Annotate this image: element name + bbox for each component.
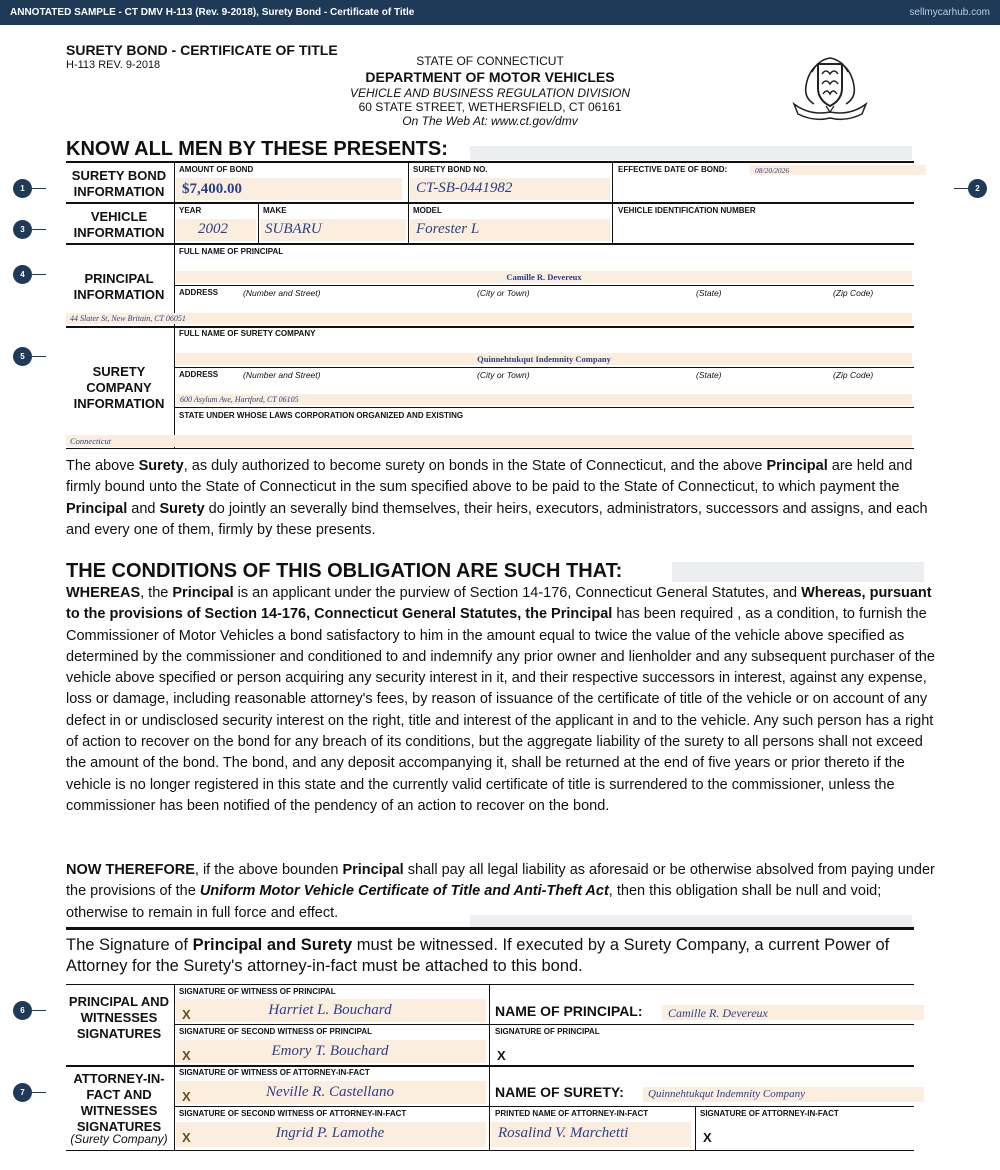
agency-address: 60 STATE STREET, WETHERSFIELD, CT 06161 bbox=[358, 100, 622, 114]
divider bbox=[66, 984, 914, 985]
annotation-marker-1[interactable]: 1 bbox=[13, 179, 32, 198]
label-address: ADDRESS bbox=[179, 370, 219, 379]
marker-connector bbox=[32, 1092, 46, 1093]
principal-name-value: Camille R. Devereux bbox=[506, 272, 582, 282]
label-surety-name: FULL NAME OF SURETY COMPANY bbox=[179, 329, 316, 338]
marker-connector bbox=[32, 229, 46, 230]
attorney-subtitle: (Surety Company) bbox=[70, 1132, 168, 1146]
label-zip: (Zip Code) bbox=[833, 370, 874, 380]
divider bbox=[66, 1150, 914, 1151]
surety-address-value: 600 Asylum Ave, Hartford, CT 06105 bbox=[180, 395, 299, 404]
divider bbox=[66, 202, 914, 204]
x-mark: X bbox=[497, 1048, 506, 1063]
divider bbox=[174, 1106, 914, 1107]
marker-connector bbox=[32, 188, 46, 189]
x-mark: X bbox=[182, 1089, 191, 1104]
label-zip: (Zip Code) bbox=[833, 288, 874, 298]
marker-connector bbox=[954, 188, 968, 189]
label-witness-principal: SIGNATURE OF WITNESS OF PRINCIPAL bbox=[179, 987, 336, 996]
ct-state-seal-icon bbox=[790, 54, 870, 122]
label-witness-attorney: SIGNATURE OF WITNESS OF ATTORNEY-IN-FACT bbox=[179, 1068, 370, 1077]
year-value: 2002 bbox=[198, 221, 228, 237]
annotation-marker-3[interactable]: 3 bbox=[13, 220, 32, 239]
x-mark: X bbox=[182, 1130, 191, 1145]
heading-presents: KNOW ALL MEN BY THESE PRESENTS: bbox=[66, 138, 448, 160]
table-vline bbox=[695, 1106, 696, 1150]
x-mark: X bbox=[182, 1007, 191, 1022]
principal-address-value: 44 Slater St, New Britain, CT 06051 bbox=[70, 314, 186, 323]
annotation-marker-2[interactable]: 2 bbox=[968, 179, 987, 198]
label-principal-name: FULL NAME OF PRINCIPAL bbox=[179, 247, 284, 256]
label-sig-attorney: SIGNATURE OF ATTORNEY-IN-FACT bbox=[700, 1109, 839, 1118]
table-vline bbox=[489, 984, 490, 1150]
label-second-witness-principal: SIGNATURE OF SECOND WITNESS OF PRINCIPAL bbox=[179, 1027, 373, 1036]
make-value: SUBARU bbox=[265, 221, 322, 237]
witness-note: The Signature of Principal and Surety must be witnessed. If executed by a Surety Company, a current Power of Attorney for the Surety's attorney-in-fact must be attached to this bond. bbox=[66, 936, 890, 975]
witness-attorney-signature: Neville R. Castellano bbox=[266, 1084, 394, 1100]
divider bbox=[66, 448, 914, 449]
marker-connector bbox=[32, 274, 46, 275]
label-printed-attorney: PRINTED NAME OF ATTORNEY-IN-FACT bbox=[495, 1109, 649, 1118]
label-street: (Number and Street) bbox=[243, 288, 321, 298]
surety-name-value: Quinnehtukqut Indemnity Company bbox=[477, 354, 611, 364]
divider bbox=[66, 243, 914, 245]
annotation-marker-6[interactable]: 6 bbox=[13, 1001, 32, 1020]
signature-attorney-field[interactable] bbox=[697, 1122, 912, 1147]
name-principal-value: Camille R. Devereux bbox=[668, 1006, 768, 1020]
marker-connector bbox=[32, 1010, 46, 1011]
agency-division: VEHICLE AND BUSINESS REGULATION DIVISION bbox=[349, 86, 631, 100]
second-witness-principal-signature: Emory T. Bouchard bbox=[271, 1043, 389, 1059]
heading-shade bbox=[672, 562, 924, 582]
witness-principal-signature: Harriet L. Bouchard bbox=[268, 1002, 392, 1018]
agency-dept: DEPARTMENT OF MOTOR VEHICLES bbox=[365, 69, 615, 85]
signature-principal-field[interactable] bbox=[491, 1040, 912, 1063]
section-principal: PRINCIPAL INFORMATION bbox=[73, 271, 165, 302]
heading-conditions: THE CONDITIONS OF THIS OBLIGATION ARE SUCH THAT: bbox=[66, 560, 623, 582]
divider bbox=[174, 407, 914, 408]
effective-date-value: 08/20/2026 bbox=[755, 166, 790, 175]
label-name-surety: NAME OF SURETY: bbox=[495, 1084, 624, 1100]
principal-address-field[interactable] bbox=[66, 313, 912, 324]
second-witness-attorney-signature: Ingrid P. Lamothe bbox=[275, 1125, 385, 1141]
label-state: (State) bbox=[696, 288, 722, 298]
printed-attorney-value: Rosalind V. Marchetti bbox=[498, 1125, 629, 1141]
divider bbox=[174, 367, 914, 368]
surety-state-field[interactable] bbox=[66, 435, 912, 447]
x-mark: X bbox=[703, 1130, 712, 1145]
banner-title: ANNOTATED SAMPLE - CT DMV H-113 (Rev. 9-2018), Surety Bond - Certificate of Title bbox=[10, 7, 415, 18]
marker-connector bbox=[32, 356, 46, 357]
label-effective-date: EFFECTIVE DATE OF BOND: bbox=[618, 165, 728, 174]
bond-no-value: CT-SB-0441982 bbox=[416, 180, 513, 196]
label-state-laws: STATE UNDER WHOSE LAWS CORPORATION ORGANIZED AND EXISTING bbox=[179, 411, 464, 420]
label-sig-principal: SIGNATURE OF PRINCIPAL bbox=[495, 1027, 600, 1036]
annotation-marker-5[interactable]: 5 bbox=[13, 347, 32, 366]
label-street: (Number and Street) bbox=[243, 370, 321, 380]
label-model: MODEL bbox=[413, 206, 442, 215]
label-amount: AMOUNT OF BOND bbox=[179, 165, 254, 174]
section-attorney-signatures: ATTORNEY-IN-FACT AND WITNESSES SIGNATURES bbox=[73, 1071, 165, 1134]
annotation-marker-7[interactable]: 7 bbox=[13, 1083, 32, 1102]
agency-web: On The Web At: www.ct.gov/dmv bbox=[402, 114, 578, 128]
table-vline bbox=[174, 984, 175, 1150]
label-vin: VEHICLE IDENTIFICATION NUMBER bbox=[618, 206, 756, 215]
section-principal-signatures: PRINCIPAL AND WITNESSES SIGNATURES bbox=[68, 994, 170, 1041]
form-revision: H-113 REV. 9-2018 bbox=[66, 59, 161, 71]
divider bbox=[66, 1065, 914, 1067]
name-surety-value: Quinnehtukqut Indemnity Company bbox=[648, 1088, 806, 1100]
section-surety-bond: SURETY BOND INFORMATION bbox=[71, 168, 167, 199]
vin-field[interactable] bbox=[614, 219, 912, 241]
annotation-banner bbox=[0, 0, 1000, 25]
conditions-paragraph: WHEREAS, the Principal is an applicant under the purview of Section 14-176, Connecticut General Statutes, and Whereas, pursuant to the provisions of Section 14-176, Connecticut General Statutes, the Principal has been required , as a condition, to furnish the Commissioner of Motor Vehicles a bond satisfactory to him in the amount equal to twice the value of the vehicle above specified as determined by the commissioner and conditioned to and indemnify any prior owner and lienholder and any subsequent purchaser of the vehicle above specified or person acquiring any security interest in it, and their respective successors in interest, against any expense, loss or damage, including reasonable attorney's fees, by reason of issuance of the certificate of title of the vehicle or on account of any defect in or undisclosed security interest on the right, title and interest of the applicant in and to the vehicle. Any such person has a right of action to recover on the bond for any breach of its conditions, but the aggregate liability of the surety to all persons shall not exceed the amount of the bond. The bond, and any deposit accompanying it, shall be returned at the end of five years or prior thereto if the vehicle is no longer registered in this state and the currently valid certificate of title is surrendered to the commissioner, unless the commissioner has been notified of the pendency of an action to recover on the bond. bbox=[66, 585, 935, 814]
divider bbox=[66, 161, 914, 163]
form-title: SURETY BOND - CERTIFICATE OF TITLE bbox=[66, 42, 338, 58]
banner-site[interactable]: sellmycarhub.com bbox=[909, 7, 990, 18]
label-year: YEAR bbox=[179, 206, 202, 215]
section-surety-company: SURETY COMPANY INFORMATION bbox=[73, 364, 165, 411]
annotation-marker-4[interactable]: 4 bbox=[13, 265, 32, 284]
label-name-principal: NAME OF PRINCIPAL: bbox=[495, 1003, 643, 1019]
heading-shade bbox=[470, 146, 912, 160]
divider bbox=[174, 285, 914, 286]
model-value: Forester L bbox=[416, 221, 480, 237]
section-vehicle: VEHICLE INFORMATION bbox=[73, 209, 165, 240]
label-bond-no: SURETY BOND NO. bbox=[413, 165, 488, 174]
label-state: (State) bbox=[696, 370, 722, 380]
now-therefore-paragraph: NOW THEREFORE, if the above bounden Principal shall pay all legal liability as aforesaid or be otherwise absolved from paying under the provisions of the Uniform Motor Vehicle Certificate of Title and Anti-Theft Act, then this obligation shall be null and void; otherwise to remain in full force and effect. bbox=[66, 862, 935, 921]
label-city: (City or Town) bbox=[477, 288, 530, 298]
label-address: ADDRESS bbox=[179, 288, 219, 297]
divider bbox=[66, 326, 914, 328]
table-vline bbox=[258, 204, 259, 243]
label-make: MAKE bbox=[263, 206, 287, 215]
bond-paragraph: The above Surety, as duly authorized to become surety on bonds in the State of Connecticut, and the above Principal are held and firmly bound unto the State of Connecticut in the sum specified above to be paid to the State of Connecticut, to which payment the Principal and Surety do jointly an severally bind themselves, their heirs, executors, administrators, successors and assigns, and each and every one of them, firmly by these presents. bbox=[66, 458, 928, 538]
divider bbox=[66, 927, 914, 930]
amount-value: $7,400.00 bbox=[182, 181, 242, 197]
label-second-witness-attorney: SIGNATURE OF SECOND WITNESS OF ATTORNEY-IN-FACT bbox=[179, 1109, 407, 1118]
divider bbox=[174, 1024, 914, 1025]
label-city: (City or Town) bbox=[477, 370, 530, 380]
x-mark: X bbox=[182, 1048, 191, 1063]
surety-state-value: Connecticut bbox=[70, 436, 112, 446]
agency-state: STATE OF CONNECTICUT bbox=[416, 54, 564, 68]
